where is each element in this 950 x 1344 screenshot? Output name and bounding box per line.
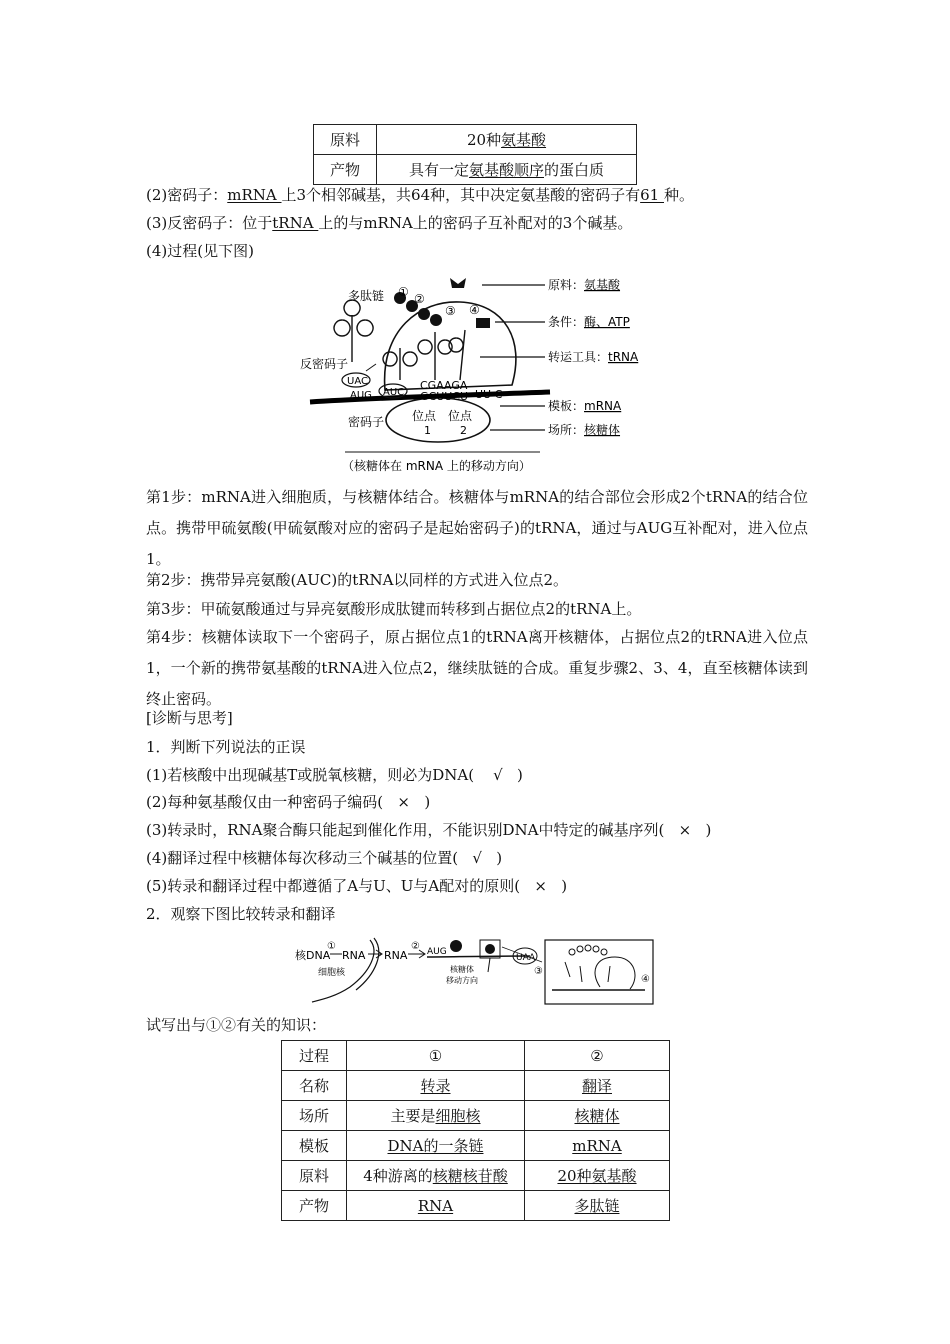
row-value: 20种氨基酸 (377, 125, 637, 155)
cell-process-1: 转录 (347, 1071, 525, 1101)
nucleus-label: 细胞核 (318, 968, 346, 978)
site2-number: 2 (460, 424, 467, 437)
question-2: 2．观察下图比较转录和翻译 (146, 905, 336, 923)
transcription-translation-diagram (290, 932, 660, 1007)
tool-label: 转运工具：tRNA (548, 350, 639, 364)
cell-process-1: 主要是细胞核 (347, 1101, 525, 1131)
table-row (282, 1131, 670, 1161)
ribosome-move-label-2: 移动方向 (446, 976, 478, 985)
header-cell: ② (525, 1041, 670, 1071)
auc-label: AUC (383, 387, 405, 398)
step-1: 第1步：mRNA进入细胞质，与核糖体结合。核糖体与mRNA的结合部位会形成2个tRNA的结合位点。携带甲硫氨酸(甲硫氨酸对应的密码子是起始密码子)的tRNA，通过与AUG互补配对，进入位点1。 (146, 488, 808, 568)
anticodon-definition: (3)反密码子：位于tRNA 上的与mRNA上的密码子互补配对的3个碱基。 (146, 214, 633, 232)
cell-process-1: 4种游离的核糖核苷酸 (347, 1161, 525, 1191)
codon-definition: (2)密码子：mRNA 上3个相邻碱基，共64种，其中决定氨基酸的密码子有61 种。 (146, 186, 695, 204)
tail-bases: UU C (475, 388, 503, 401)
row-label: 原料 (282, 1161, 347, 1191)
row-label: 名称 (282, 1071, 347, 1101)
row-label: 产物 (314, 155, 377, 185)
table-row (314, 125, 637, 155)
marker-3: ③ (445, 304, 456, 318)
row-label: 产物 (282, 1191, 347, 1221)
raw-label: 原料：氨基酸 (548, 278, 621, 292)
uac-label: UAC (347, 376, 368, 387)
upper-bases: CGAAGA (420, 379, 468, 392)
fig2-marker-1: ① (327, 941, 336, 952)
marker-2: ② (414, 292, 425, 306)
rna-label-2: RNA (384, 949, 408, 962)
write-prompt: 试写出与①②有关的知识： (146, 1016, 327, 1034)
cell-process-1: DNA的一条链 (347, 1131, 525, 1161)
step-2: 第2步：携带异亮氨酸(AUC)的tRNA以同样的方式进入位点2。 (146, 571, 569, 589)
cell-process-2: 翻译 (525, 1071, 670, 1101)
header-cell: ① (347, 1041, 525, 1071)
aug-label: AUG (350, 390, 372, 401)
question-1: 1．判断下列说法的正误 (146, 738, 306, 756)
row-label: 原料 (314, 125, 377, 155)
uaa-codon: UAA (516, 953, 536, 963)
judgment-4: (4)翻译过程中核糖体每次移动三个碱基的位置( √ ) (146, 849, 503, 867)
diagnosis-heading: [诊断与思考] (146, 709, 233, 727)
figure-caption: （核糖体在 mRNA 上的移动方向） (342, 459, 531, 473)
row-value: 具有一定氨基酸顺序的蛋白质 (377, 155, 637, 185)
step-4: 第4步：核糖体读取下一个密码子，原占据位点1的tRNA离开核糖体，占据位点2的tRNA进入位点1，一个新的携带氨基酸的tRNA进入位点2，继续肽链的合成。重复步骤2、3、4，直至核糖体读到终止密码。 (146, 628, 808, 708)
translation-diagram (290, 270, 650, 480)
top-table (313, 124, 637, 185)
judgment-1: (1)若核酸中出现碱基T或脱氧核糖，则必为DNA( √ ) (146, 766, 523, 784)
table-row (282, 1161, 670, 1191)
cell-process-2: 多肽链 (525, 1191, 670, 1221)
judgment-2: (2)每种氨基酸仅由一种密码子编码( × ) (146, 793, 431, 811)
judgment-5: (5)转录和翻译过程中都遵循了A与U、U与A配对的原则( × ) (146, 877, 568, 895)
row-label: 场所 (282, 1101, 347, 1131)
header-cell: 过程 (282, 1041, 347, 1071)
marker-4: ④ (469, 303, 480, 317)
lower-bases: GCUUCU (420, 390, 469, 403)
site1-label: 位点 (412, 409, 437, 423)
cell-process-2: 20种氨基酸 (525, 1161, 670, 1191)
table-row (282, 1101, 670, 1131)
judgment-3: (3)转录时，RNA聚合酶只能起到催化作用，不能识别DNA中特定的碱基序列( × ) (146, 821, 712, 839)
condition-label: 条件：酶、ATP (548, 315, 630, 329)
table-row (314, 155, 637, 185)
site2-label: 位点 (448, 409, 473, 423)
cell-process-2: 核糖体 (525, 1101, 670, 1131)
aug-codon: AUG (427, 947, 447, 957)
process-heading: (4)过程(见下图) (146, 242, 254, 260)
template-label: 模板：mRNA (548, 399, 622, 413)
site-label: 场所：核糖体 (548, 423, 621, 437)
comparison-table (281, 1040, 670, 1221)
cell-process-2: mRNA (525, 1131, 670, 1161)
fig2-marker-3: ③ (534, 966, 543, 977)
polypeptide-label: 多肽链 (348, 289, 385, 303)
table-header-row (282, 1041, 670, 1071)
codon-label: 密码子 (348, 415, 385, 429)
row-label: 模板 (282, 1131, 347, 1161)
rna-label-1: RNA (342, 949, 366, 962)
cell-process-1: RNA (347, 1191, 525, 1221)
site1-number: 1 (424, 424, 431, 437)
fig2-marker-4: ④ (641, 974, 650, 985)
table-row (282, 1071, 670, 1101)
marker-1: ① (398, 285, 409, 299)
fig2-marker-2: ② (411, 941, 420, 952)
dna-label: 核DNA (295, 949, 331, 962)
table-row (282, 1191, 670, 1221)
anticodon-label: 反密码子 (300, 357, 349, 371)
step-3: 第3步：甲硫氨酸通过与异亮氨酸形成肽键而转移到占据位点2的tRNA上。 (146, 600, 642, 618)
ribosome-move-label-1: 核糖体 (450, 965, 474, 974)
